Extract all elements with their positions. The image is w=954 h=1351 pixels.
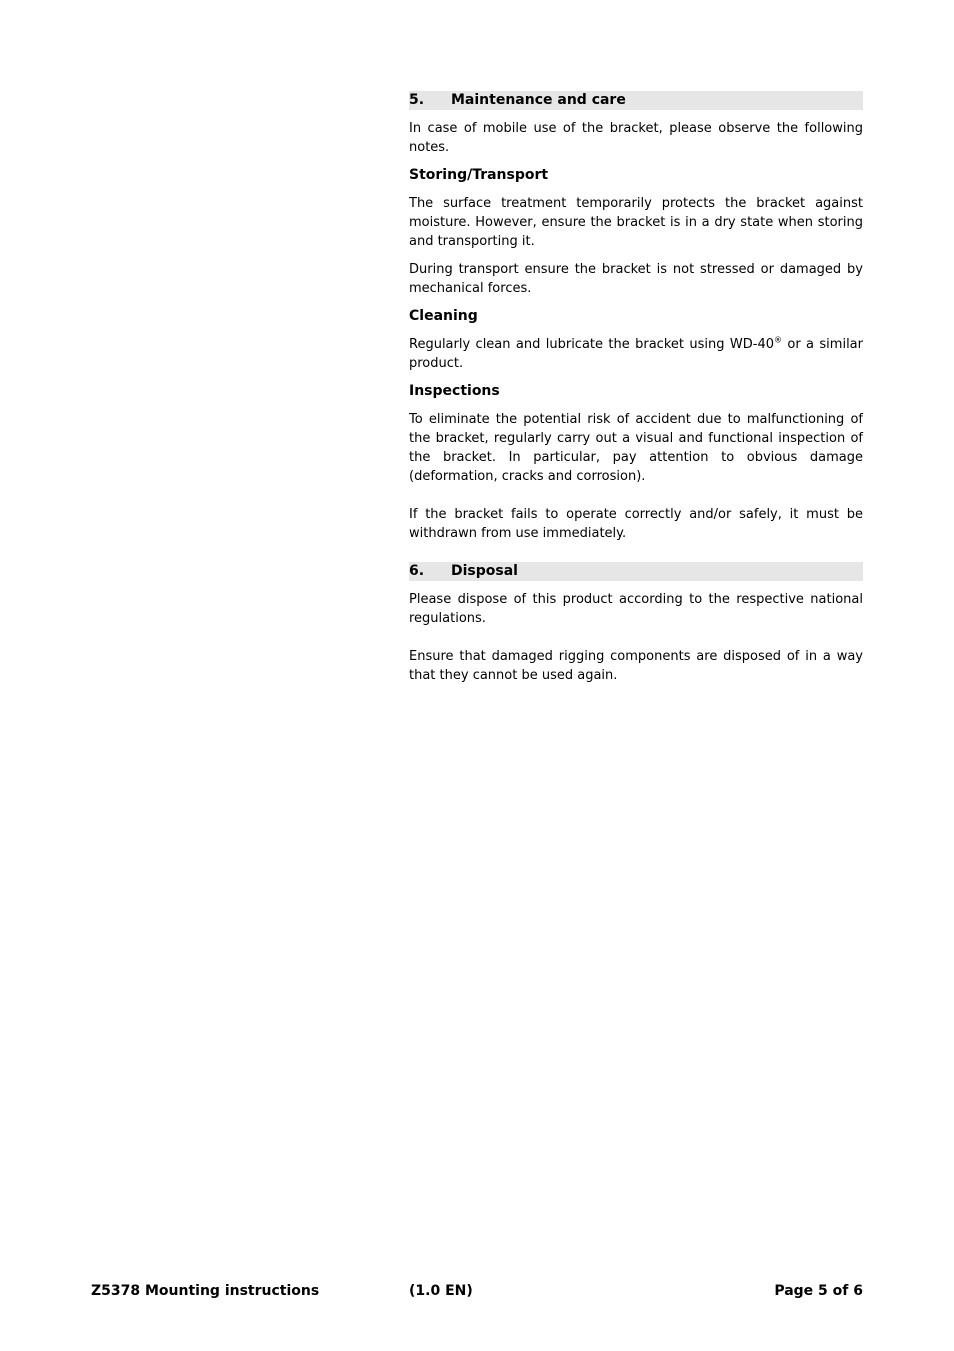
blank-line (409, 628, 863, 647)
section-heading-disposal (409, 562, 863, 581)
content-column (409, 91, 863, 694)
cleaning-text-end: or a similar product. (409, 337, 863, 371)
inspections-heading: Inspections (409, 383, 500, 399)
inspections-paragraph-2: If the bracket fails to operate correctly and/or safely, it must be withdrawn from use immediately. (409, 507, 863, 541)
cleaning-paragraph (409, 335, 863, 373)
storing-paragraph-2: During transport ensure the bracket is not stressed or damaged by mechanical forces. (409, 262, 863, 296)
maintenance-intro: In case of mobile use of the bracket, please observe the following notes. (409, 121, 863, 155)
section-number: 6. (409, 563, 425, 579)
inspections-paragraph-1: To eliminate the potential risk of accident due to malfunctioning of the bracket, regularly carry out a visual and functional inspection of the bracket. In particular, pay attention to obvious damage (deformation, cracks and corrosion). (409, 412, 863, 484)
section-title: Maintenance and care (451, 92, 626, 108)
section-heading-maintenance (409, 91, 863, 110)
cleaning-text-start: Regularly clean and lubricate the bracket using WD-40 (409, 337, 774, 352)
blank-line (409, 486, 863, 505)
disposal-paragraph-1: Please dispose of this product according to the respective national regulations. (409, 592, 863, 626)
section-number: 5. (409, 92, 425, 108)
footer-page-number: Page 5 of 6 (774, 1283, 863, 1299)
cleaning-heading: Cleaning (409, 308, 478, 324)
footer-version: (1.0 EN) (409, 1283, 473, 1299)
storing-heading: Storing/Transport (409, 167, 549, 183)
registered-mark: ® (773, 335, 782, 345)
storing-paragraph-1: The surface treatment temporarily protects the bracket against moisture. However, ensure the bracket is in a dry state when storing and transporting it. (409, 196, 863, 249)
footer-document-title: Z5378 Mounting instructions (91, 1283, 320, 1299)
disposal-paragraph-2: Ensure that damaged rigging components are disposed of in a way that they cannot be used again. (409, 649, 863, 683)
page-footer (91, 1281, 863, 1301)
section-title: Disposal (451, 563, 518, 579)
